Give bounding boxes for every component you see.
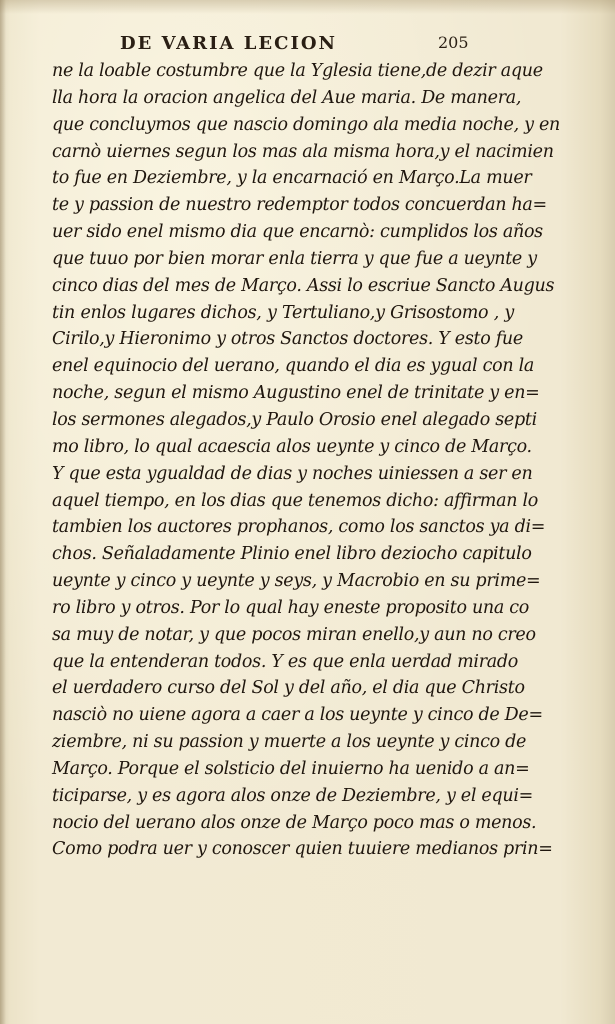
text-line: Como podra uer y conoscer quien tuuiere medianos prin=	[52, 839, 553, 860]
text-line: enel equinocio del uerano, quando el dia es ygual con la	[52, 356, 534, 377]
text-line: mo libro, lo qual acaescia alos ueynte y cinco de Março.	[52, 436, 532, 457]
text-line: noche, segun el mismo Augustino enel de trinitate y en=	[52, 383, 540, 404]
body-text	[52, 58, 561, 863]
text-line: cinco dias del mes de Março. Assi lo escriue Sancto Augus	[52, 275, 555, 296]
text-line: to fue en Deziembre, y la encarnació en Março.La muer	[52, 168, 532, 189]
text-line: ro libro y otros. Por lo qual hay eneste proposito una co	[52, 597, 530, 618]
text-line: chos. Señaladamente Plinio enel libro deziocho capitulo	[52, 544, 532, 565]
text-line: tin enlos lugares dichos, y Tertuliano,y Grisostomo , y	[52, 302, 514, 323]
running-head	[120, 33, 520, 55]
text-line: ne la loable costumbre que la Yglesia tiene,de dezir aque	[52, 61, 543, 81]
text-line: que tuuo por bien morar enla tierra y que fue a ueynte y	[52, 248, 537, 269]
text-line: nocio del uerano alos onze de Março poco mas o menos.	[52, 812, 537, 833]
page-number: 205	[438, 33, 469, 52]
text-line: sa muy de notar, y que pocos miran enello,y aun no creo	[52, 624, 536, 645]
text-line: ziembre, ni su passion y muerte a los ueynte y cinco de	[52, 732, 527, 753]
text-line: nasciò no uiene agora a caer a los ueynte y cinco de De=	[52, 705, 543, 726]
text-line: tambien los auctores prophanos, como los sanctos ya di=	[52, 517, 546, 538]
text-line: ueynte y cinco y ueynte y seys, y Macrobio en su prime=	[52, 571, 541, 592]
text-line: Cirilo,y Hieronimo y otros Sanctos doctores. Y esto fue	[52, 329, 523, 350]
text-line: Y que esta ygualdad de dias y noches uiniessen a ser en	[52, 463, 533, 484]
text-line: ticiparse, y es agora alos onze de Deziembre, y el equi=	[52, 785, 534, 806]
text-line: que la entenderan todos. Y es que enla uerdad mirado	[52, 651, 519, 672]
text-line: carnò uiernes segun los mas ala misma hora,y el nacimien	[52, 141, 554, 162]
text-line: uer sido enel mismo dia que encarnò: cumplidos los años	[52, 222, 543, 243]
text-line: Março. Porque el solsticio del inuierno ha uenido a an=	[52, 758, 530, 779]
text-line: los sermones alegados,y Paulo Orosio enel alegado septi	[52, 409, 537, 430]
text-line: lla hora la oracion angelica del Aue maria. De manera,	[52, 87, 522, 108]
text-line: aquel tiempo, en los dias que tenemos dicho: affirman lo	[52, 490, 539, 511]
text-line: te y passion de nuestro redemptor todos concuerdan ha=	[52, 195, 547, 216]
text-line: que concluymos que nascio domingo ala media noche, y en	[52, 114, 561, 135]
text-line: el uerdadero curso del Sol y del año, el dia que Christo	[52, 678, 525, 699]
running-title: DE VARIA LECION	[120, 33, 337, 54]
